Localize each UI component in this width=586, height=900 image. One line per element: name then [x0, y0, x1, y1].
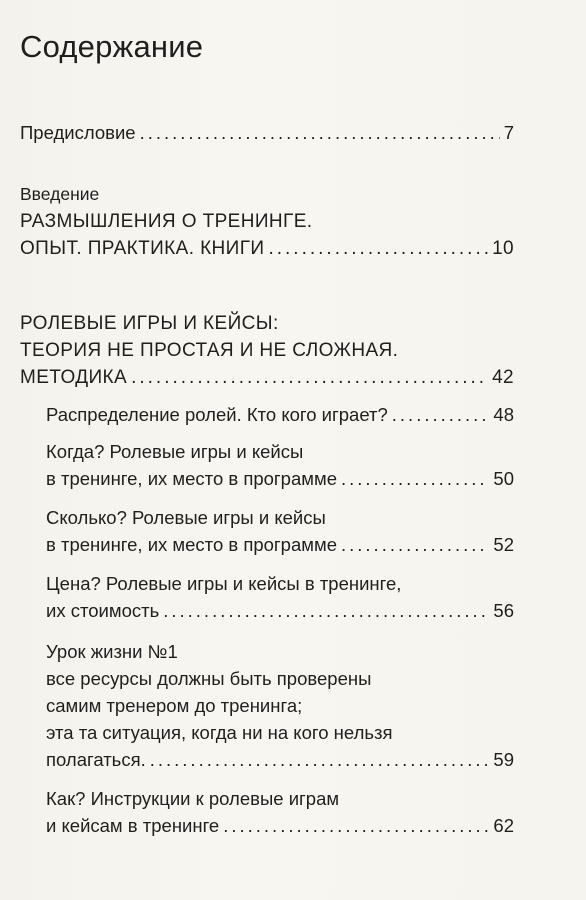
toc-entry-text: Цена? Ролевые игры и кейсы в тренинге,: [46, 573, 402, 595]
toc-entry-text: самим тренером до тренинга;: [46, 695, 303, 717]
dot-leader: [150, 746, 490, 773]
toc-entry-text: Предисловие: [20, 122, 136, 144]
toc-entry-text: полагаться.: [46, 749, 146, 771]
dot-leader: [223, 812, 489, 839]
toc-entry-text: Сколько? Ролевые игры и кейсы: [46, 507, 326, 529]
toc-line: [20, 119, 514, 146]
toc-line: [46, 746, 514, 773]
toc-entry-text: РОЛЕВЫЕ ИГРЫ И КЕЙСЫ:: [20, 313, 279, 335]
toc-line: [20, 235, 514, 262]
toc-entry-text: и кейсам в тренинге: [46, 815, 220, 837]
toc-entry-role-games: [20, 310, 514, 391]
toc-entry-label: Введение: [20, 184, 100, 205]
toc-entry-how-many: [20, 504, 514, 558]
toc-entry-how: [20, 785, 514, 839]
toc-page-number: 62: [493, 815, 514, 837]
toc-entry-text: их стоимость: [46, 600, 160, 622]
toc-page-number: 56: [493, 600, 514, 622]
toc-entry-introduction: [20, 181, 514, 262]
toc-line: [20, 364, 514, 391]
toc-page-number: 50: [493, 468, 514, 490]
toc-page-number: 42: [492, 367, 514, 389]
toc-entry-text: ТЕОРИЯ НЕ ПРОСТАЯ И НЕ СЛОЖНАЯ.: [20, 340, 399, 362]
toc-line: [46, 465, 514, 492]
toc-entry-text: в тренинге, их место в программе: [46, 534, 337, 556]
dot-leader: [268, 235, 488, 262]
toc-entry-when: [20, 438, 514, 492]
dot-leader: [341, 465, 489, 492]
toc-line: [46, 401, 514, 428]
toc-entry-roles-distribution: [20, 401, 514, 428]
toc-entry-text: эта та ситуация, когда ни на кого нельзя: [46, 722, 393, 744]
toc-entry-text: МЕТОДИКА: [20, 367, 128, 389]
toc-entry-text: Как? Инструкции к ролевые играм: [46, 788, 340, 810]
dot-leader: [341, 531, 489, 558]
toc-entry-price: [20, 570, 514, 624]
toc-entry-text: РАЗМЫШЛЕНИЯ О ТРЕНИНГЕ.: [20, 211, 313, 233]
toc-page-number: 52: [493, 534, 514, 556]
toc-page-number: 48: [493, 404, 514, 426]
toc-line: [46, 531, 514, 558]
toc-line: [46, 812, 514, 839]
toc-entry-text: ОПЫТ. ПРАКТИКА. КНИГИ: [20, 238, 265, 260]
dot-leader: [140, 119, 500, 146]
dot-leader: [392, 401, 490, 428]
toc-entry-text: Урок жизни №1: [46, 641, 178, 663]
toc-entry-text: Распределение ролей. Кто кого играет?: [46, 404, 388, 426]
toc-entry-preface: [20, 119, 514, 146]
toc-entry-text: все ресурсы должны быть проверены: [46, 668, 372, 690]
toc-page-number: 10: [492, 238, 514, 260]
dot-leader: [131, 364, 488, 391]
dot-leader: [163, 597, 489, 624]
toc-entry-text: Когда? Ролевые игры и кейсы: [46, 441, 304, 463]
toc-entry-life-lesson: [20, 638, 514, 773]
page-title: Содержание: [20, 29, 204, 64]
toc-page-number: 59: [493, 749, 514, 771]
toc-line: [46, 597, 514, 624]
toc-page-number: 7: [503, 122, 514, 144]
toc-entry-text: в тренинге, их место в программе: [46, 468, 337, 490]
